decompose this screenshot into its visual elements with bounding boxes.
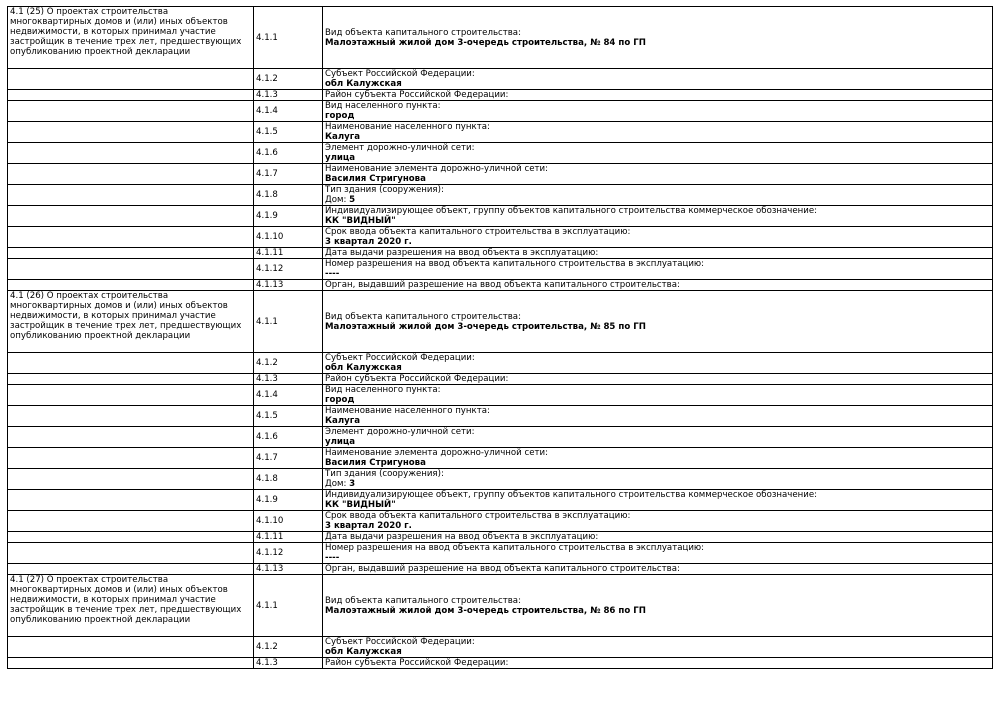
item-value-line — [325, 606, 991, 616]
item-value-line — [325, 216, 991, 226]
item-value: КК "ВИДНЫЙ" — [325, 216, 396, 226]
item-code: 4.1.10 — [254, 511, 323, 532]
section-title: 4.1 (27) О проектах строительства многоквартирных домов и (или) иных объектов недвижимости, в которых принимал участие застройщик в течение трех лет, предшествующих опубликованию проектной декларации — [8, 575, 254, 637]
table-body — [8, 7, 993, 669]
item-value: улица — [325, 437, 356, 447]
item-code: 4.1.2 — [254, 69, 323, 90]
item-label: Номер разрешения на ввод объекта капитального строительства в эксплуатацию: — [325, 543, 705, 553]
item-label: Элемент дорожно-уличной сети: — [325, 427, 475, 437]
section-spacer-cell — [8, 532, 254, 543]
section-spacer-cell — [8, 374, 254, 385]
item-label: Вид объекта капитального строительства: — [325, 311, 521, 322]
item-content — [323, 291, 993, 353]
item-code: 4.1.11 — [254, 248, 323, 259]
item-label: Орган, выдавший разрешение на ввод объекта капитального строительства: — [325, 280, 680, 290]
item-value-prefix: Дом: — [325, 195, 350, 205]
item-code: 4.1.2 — [254, 637, 323, 658]
section-spacer-cell — [8, 227, 254, 248]
item-value-line — [325, 395, 991, 405]
item-label: Наименование элемента дорожно-уличной сети: — [325, 164, 548, 174]
section-spacer-cell — [8, 259, 254, 280]
item-code: 4.1.10 — [254, 227, 323, 248]
item-content — [323, 353, 993, 374]
item-code: 4.1.8 — [254, 185, 323, 206]
item-value-line — [325, 521, 991, 531]
item-value-line — [325, 195, 991, 205]
item-content — [323, 248, 993, 259]
item-value: город — [325, 111, 355, 121]
item-content — [323, 164, 993, 185]
item-value-line — [325, 553, 991, 563]
item-content — [323, 543, 993, 564]
item-code: 4.1.8 — [254, 469, 323, 490]
item-content — [323, 511, 993, 532]
item-content — [323, 427, 993, 448]
item-code: 4.1.2 — [254, 353, 323, 374]
section-spacer-cell — [8, 637, 254, 658]
section-spacer-cell — [8, 427, 254, 448]
section-spacer-cell — [8, 564, 254, 575]
item-label: Индивидуализирующее объект, группу объектов капитального строительства коммерческое обозначение: — [325, 490, 818, 500]
section-spacer-cell — [8, 658, 254, 669]
item-value-line — [325, 79, 991, 89]
item-value-prefix: Дом: — [325, 479, 350, 489]
item-label: Дата выдачи разрешения на ввод объекта в эксплуатацию: — [325, 248, 599, 258]
item-code: 4.1.12 — [254, 259, 323, 280]
section-spacer-cell — [8, 122, 254, 143]
item-content — [323, 575, 993, 637]
item-label: Вид объекта капитального строительства: — [325, 595, 521, 606]
section-spacer-cell — [8, 543, 254, 564]
table-row — [8, 164, 993, 185]
table-row — [8, 69, 993, 90]
item-label: Вид населенного пункта: — [325, 101, 441, 111]
item-content — [323, 259, 993, 280]
item-label: Дата выдачи разрешения на ввод объекта в эксплуатацию: — [325, 532, 599, 542]
item-content — [323, 658, 993, 669]
item-code: 4.1.1 — [254, 575, 323, 637]
item-code: 4.1.3 — [254, 658, 323, 669]
item-label: Вид объекта капитального строительства: — [325, 27, 521, 38]
table-row — [8, 122, 993, 143]
item-code: 4.1.1 — [254, 291, 323, 353]
table-row — [8, 543, 993, 564]
item-code: 4.1.13 — [254, 280, 323, 291]
item-label: Субъект Российской Федерации: — [325, 69, 475, 79]
item-code: 4.1.13 — [254, 564, 323, 575]
section-spacer-cell — [8, 406, 254, 427]
item-value: 3 квартал 2020 г. — [325, 521, 412, 531]
item-code: 4.1.5 — [254, 406, 323, 427]
project-declaration-table — [7, 6, 993, 669]
section-spacer-cell — [8, 69, 254, 90]
section-spacer-cell — [8, 448, 254, 469]
item-content — [323, 7, 993, 69]
item-code: 4.1.4 — [254, 385, 323, 406]
item-value: Малоэтажный жилой дом 3-очередь строительства, № 86 по ГП — [325, 605, 646, 616]
item-value: Василия Стригунова — [325, 458, 426, 468]
item-value-line — [325, 363, 991, 373]
table-row — [8, 564, 993, 575]
item-value-line — [325, 111, 991, 121]
section-spacer-cell — [8, 511, 254, 532]
item-content — [323, 385, 993, 406]
item-value-line — [325, 479, 991, 489]
item-value-line — [325, 437, 991, 447]
item-value: улица — [325, 153, 356, 163]
item-value-line — [325, 322, 991, 332]
table-row — [8, 259, 993, 280]
item-code: 4.1.4 — [254, 101, 323, 122]
table-row — [8, 227, 993, 248]
item-content — [323, 374, 993, 385]
table-row — [8, 185, 993, 206]
item-code: 4.1.11 — [254, 532, 323, 543]
table-row — [8, 575, 993, 637]
item-code: 4.1.9 — [254, 206, 323, 227]
section-spacer-cell — [8, 280, 254, 291]
item-value: ---- — [325, 553, 340, 563]
table-row — [8, 143, 993, 164]
item-label: Наименование элемента дорожно-уличной сети: — [325, 448, 548, 458]
item-content — [323, 564, 993, 575]
section-spacer-cell — [8, 101, 254, 122]
item-value: обл Калужская — [325, 647, 402, 657]
item-code: 4.1.3 — [254, 90, 323, 101]
table-row — [8, 511, 993, 532]
item-label: Срок ввода объекта капитального строительства в эксплуатацию: — [325, 511, 631, 521]
table-row — [8, 101, 993, 122]
item-content — [323, 143, 993, 164]
table-row — [8, 427, 993, 448]
item-value: город — [325, 395, 355, 405]
item-value: Малоэтажный жилой дом 3-очередь строительства, № 84 по ГП — [325, 37, 646, 48]
section-spacer-cell — [8, 90, 254, 101]
item-label: Район субъекта Российской Федерации: — [325, 658, 509, 668]
table-row — [8, 248, 993, 259]
item-label: Элемент дорожно-уличной сети: — [325, 143, 475, 153]
item-content — [323, 637, 993, 658]
item-content — [323, 448, 993, 469]
section-spacer-cell — [8, 353, 254, 374]
section-title: 4.1 (26) О проектах строительства многоквартирных домов и (или) иных объектов недвижимости, в которых принимал участие застройщик в течение трех лет, предшествующих опубликованию проектной декларации — [8, 291, 254, 353]
item-content — [323, 469, 993, 490]
item-value-line — [325, 153, 991, 163]
item-label: Номер разрешения на ввод объекта капитального строительства в эксплуатацию: — [325, 259, 705, 269]
table-row — [8, 353, 993, 374]
item-code: 4.1.6 — [254, 143, 323, 164]
item-label: Индивидуализирующее объект, группу объектов капитального строительства коммерческое обозначение: — [325, 206, 818, 216]
section-spacer-cell — [8, 185, 254, 206]
section-spacer-cell — [8, 248, 254, 259]
item-label: Субъект Российской Федерации: — [325, 353, 475, 363]
table-row — [8, 374, 993, 385]
item-value-line — [325, 269, 991, 279]
item-content — [323, 69, 993, 90]
table-row — [8, 532, 993, 543]
item-content — [323, 206, 993, 227]
table-row — [8, 291, 993, 353]
item-value-line — [325, 38, 991, 48]
table-row — [8, 385, 993, 406]
item-value-line — [325, 458, 991, 468]
item-content — [323, 90, 993, 101]
item-value-line — [325, 500, 991, 510]
item-label: Срок ввода объекта капитального строительства в эксплуатацию: — [325, 227, 631, 237]
item-value-line — [325, 647, 991, 657]
item-code: 4.1.7 — [254, 448, 323, 469]
item-value-line — [325, 237, 991, 247]
table-row — [8, 448, 993, 469]
item-label: Субъект Российской Федерации: — [325, 637, 475, 647]
table-row — [8, 7, 993, 69]
item-content — [323, 406, 993, 427]
item-value: обл Калужская — [325, 363, 402, 373]
item-label: Район субъекта Российской Федерации: — [325, 374, 509, 384]
item-label: Наименование населенного пункта: — [325, 122, 490, 132]
table-row — [8, 206, 993, 227]
section-spacer-cell — [8, 469, 254, 490]
item-label: Вид населенного пункта: — [325, 385, 441, 395]
item-content — [323, 280, 993, 291]
item-code: 4.1.12 — [254, 543, 323, 564]
table-row — [8, 90, 993, 101]
item-content — [323, 227, 993, 248]
item-label: Тип здания (сооружения): — [325, 185, 444, 195]
item-label: Орган, выдавший разрешение на ввод объекта капитального строительства: — [325, 564, 680, 574]
item-value: 5 — [349, 195, 356, 205]
section-spacer-cell — [8, 206, 254, 227]
item-content — [323, 185, 993, 206]
item-value: Малоэтажный жилой дом 3-очередь строительства, № 85 по ГП — [325, 321, 646, 332]
table-row — [8, 658, 993, 669]
item-value: Василия Стригунова — [325, 174, 426, 184]
item-value-line — [325, 132, 991, 142]
item-value: ---- — [325, 269, 340, 279]
item-label: Район субъекта Российской Федерации: — [325, 90, 509, 100]
table-row — [8, 469, 993, 490]
section-spacer-cell — [8, 143, 254, 164]
section-title: 4.1 (25) О проектах строительства многоквартирных домов и (или) иных объектов недвижимости, в которых принимал участие застройщик в течение трех лет, предшествующих опубликованию проектной декларации — [8, 7, 254, 69]
item-code: 4.1.3 — [254, 374, 323, 385]
item-content — [323, 490, 993, 511]
item-content — [323, 532, 993, 543]
section-spacer-cell — [8, 385, 254, 406]
table-row — [8, 637, 993, 658]
item-value: 3 — [349, 479, 356, 489]
item-code: 4.1.9 — [254, 490, 323, 511]
section-spacer-cell — [8, 164, 254, 185]
table-row — [8, 280, 993, 291]
item-value: Калуга — [325, 416, 361, 426]
item-content — [323, 101, 993, 122]
section-spacer-cell — [8, 490, 254, 511]
item-code: 4.1.6 — [254, 427, 323, 448]
item-label: Тип здания (сооружения): — [325, 469, 444, 479]
table-row — [8, 406, 993, 427]
item-code: 4.1.7 — [254, 164, 323, 185]
item-value: 3 квартал 2020 г. — [325, 237, 412, 247]
item-label: Наименование населенного пункта: — [325, 406, 490, 416]
item-value-line — [325, 416, 991, 426]
item-code: 4.1.1 — [254, 7, 323, 69]
table-row — [8, 490, 993, 511]
item-code: 4.1.5 — [254, 122, 323, 143]
item-content — [323, 122, 993, 143]
item-value: обл Калужская — [325, 79, 402, 89]
item-value-line — [325, 174, 991, 184]
item-value: КК "ВИДНЫЙ" — [325, 500, 396, 510]
item-value: Калуга — [325, 132, 361, 142]
